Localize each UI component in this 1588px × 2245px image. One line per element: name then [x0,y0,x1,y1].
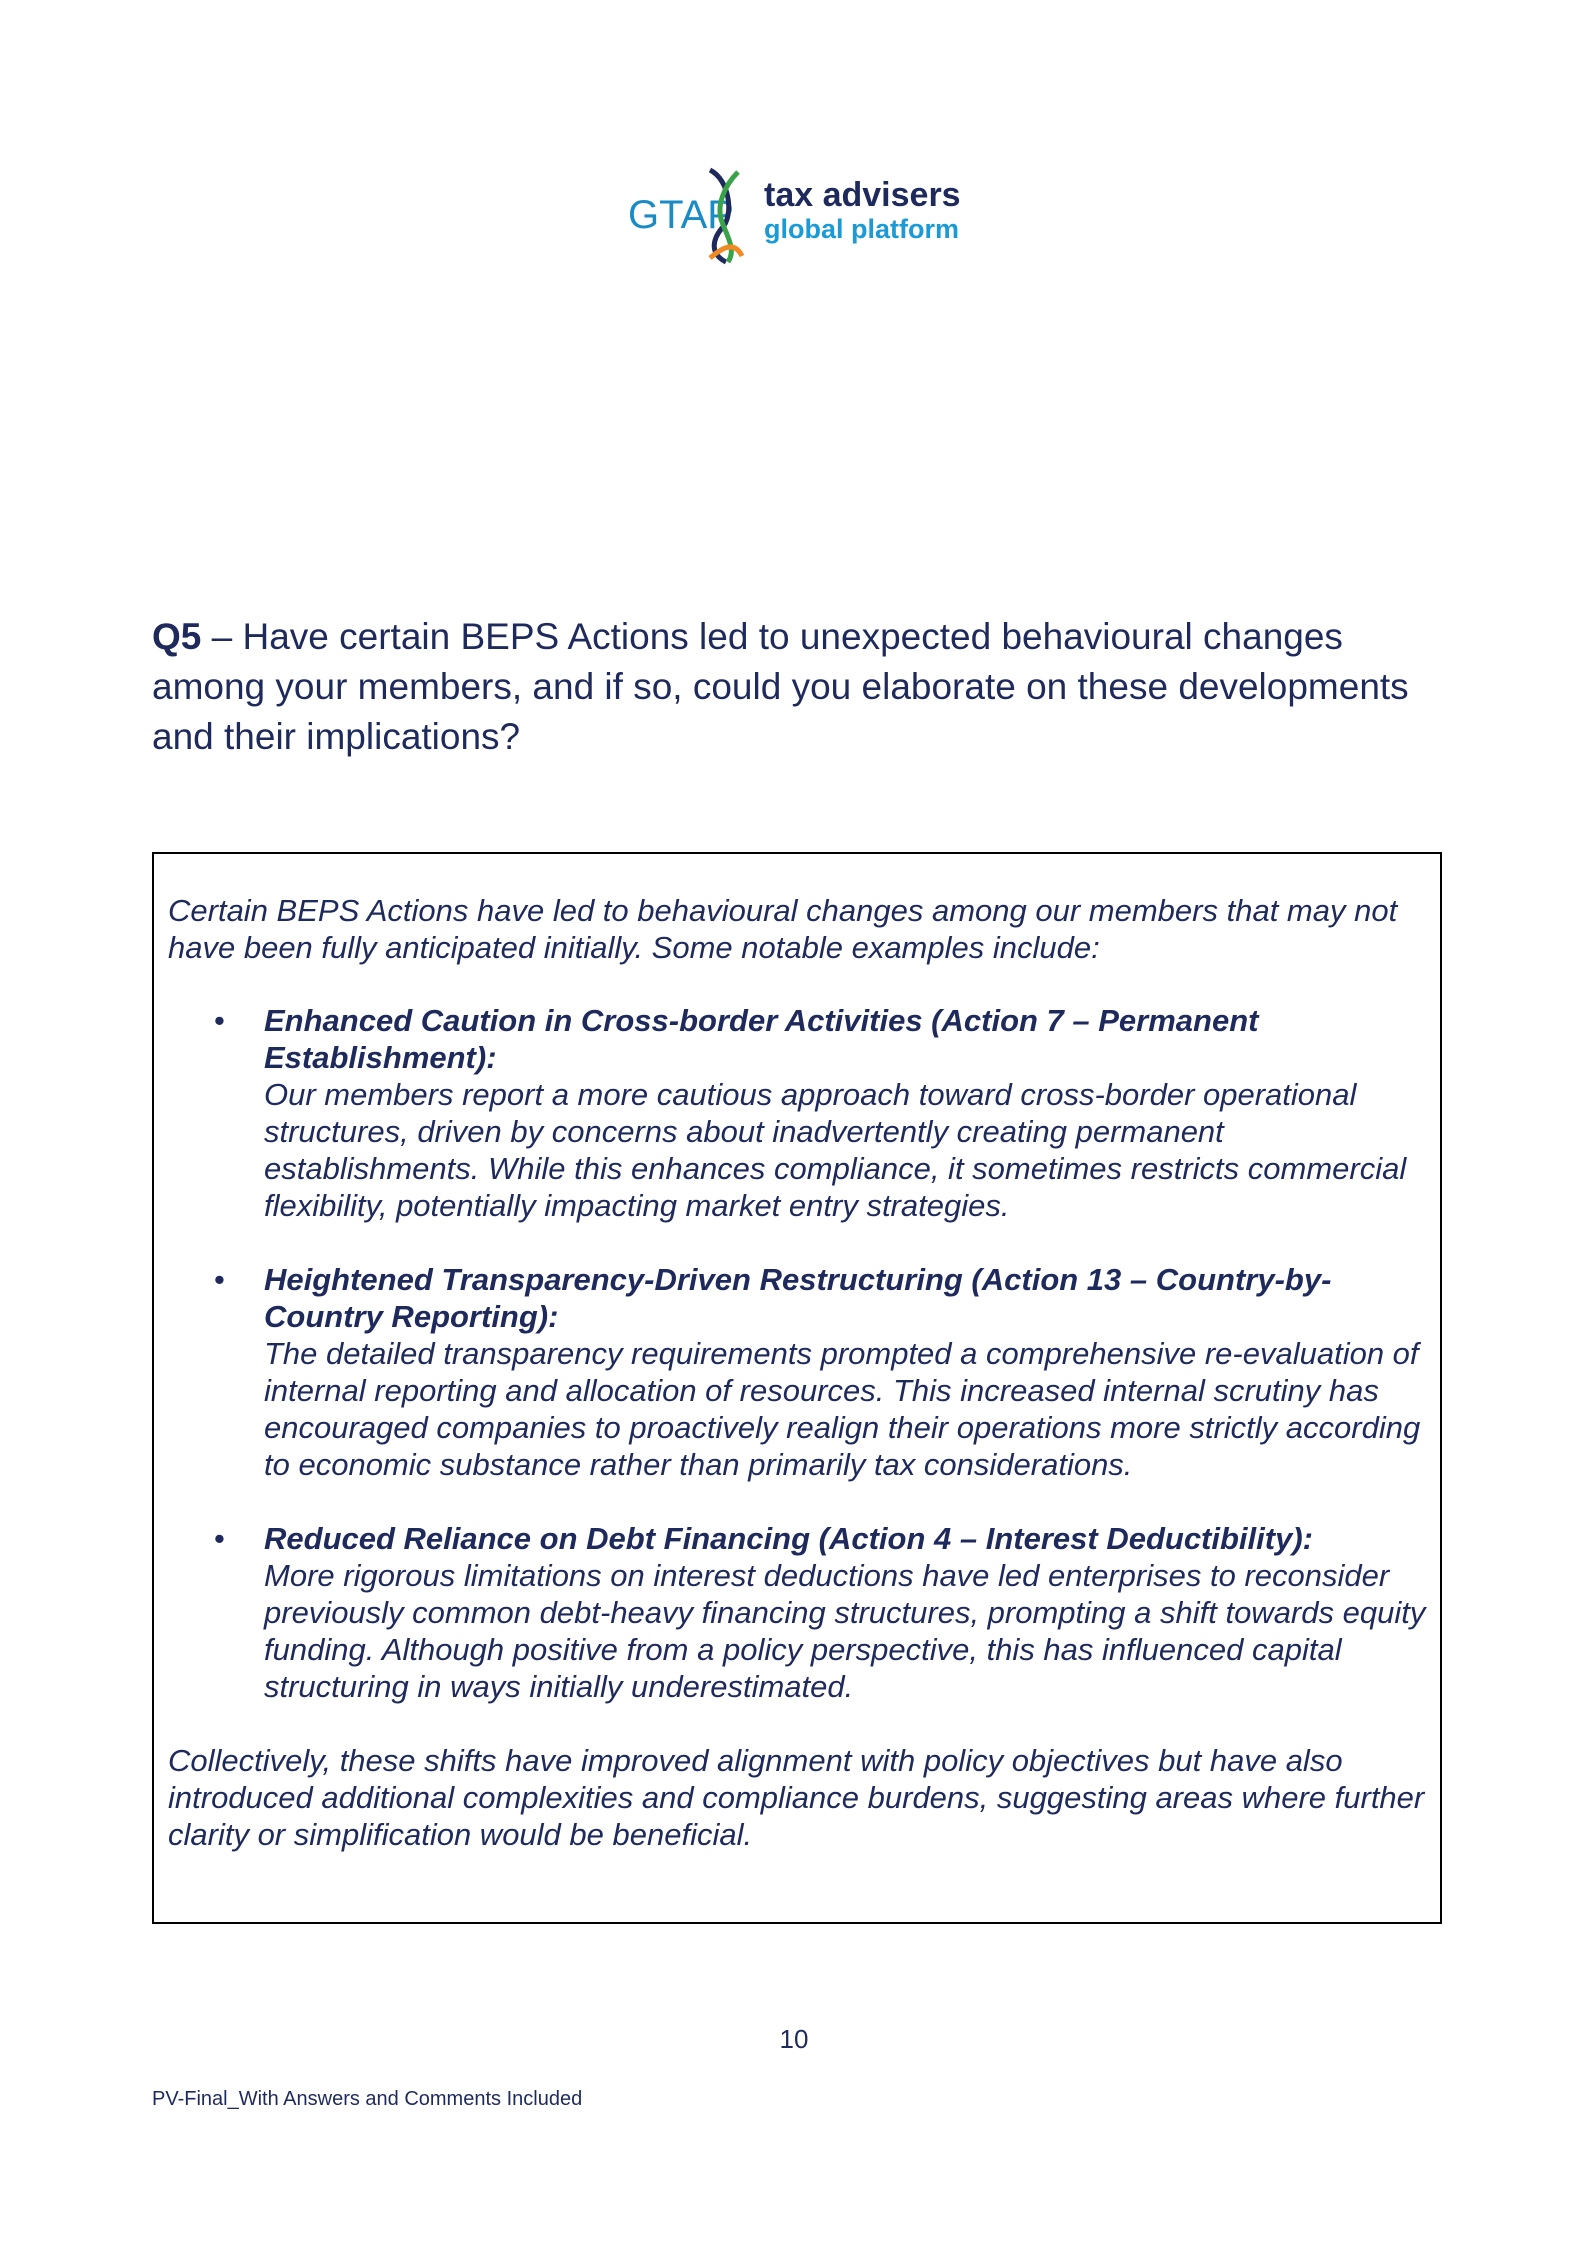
bullet-dot: • [214,1003,225,1038]
gtap-logo [626,166,966,266]
logo-mark-text: GTAP [628,193,734,237]
bullet-heading: Enhanced Caution in Cross-border Activities (Action 7 – Permanent Establishment): [264,1003,1259,1075]
bullet-item [168,1520,1426,1705]
question-text: – Have certain BEPS Actions led to unexpected behavioural changes among your members, and if so, could you elaborate on these developments and their implications? [152,616,1409,757]
logo-line-2: global platform [764,214,959,244]
bullet-dot: • [214,1521,225,1556]
bullet-text: The detailed transparency requirements prompted a comprehensive re-evaluation of internal reporting and allocation of resources. This increased internal scrutiny has encouraged companies to proactively realign their operations more strictly according to economic substance rather than primarily tax considerations. [264,1336,1421,1482]
answer-bullet-list [168,1002,1426,1705]
bullet-item [168,1002,1426,1224]
answer-box [152,852,1442,1924]
footer-text: PV-Final_With Answers and Comments Included [152,2088,583,2110]
bullet-text: More rigorous limitations on interest deductions have led enterprises to reconsider previously common debt-heavy financing structures, prompting a shift towards equity funding. Although positive from a policy perspective, this has influenced capital structuring in ways initially underestimated. [264,1558,1426,1704]
bullet-heading: Reduced Reliance on Debt Financing (Action 4 – Interest Deductibility): [264,1521,1313,1556]
bullet-text: Our members report a more cautious approach toward cross-border operational structures, driven by concerns about inadvertently creating permanent establishments. While this enhances compliance, it sometimes restricts commercial flexibility, potentially impacting market entry strategies. [264,1077,1407,1223]
bullet-item [168,1261,1426,1483]
bullet-heading: Heightened Transparency-Driven Restructuring (Action 13 – Country-by-Country Reporting): [264,1262,1332,1334]
gtap-logo-graphic [626,166,966,266]
page-number: 10 [779,2024,809,2054]
answer-closing: Collectively, these shifts have improved alignment with policy objectives but have also introduced additional complexities and compliance burdens, suggesting areas where further clarity or simplification would be beneficial. [168,1743,1425,1852]
question-number: Q5 [152,616,202,657]
answer-intro: Certain BEPS Actions have led to behavioural changes among our members that may not have been fully anticipated initially. Some notable examples include: [168,893,1398,965]
bullet-dot: • [214,1262,225,1297]
question-q5 [152,612,1452,762]
logo-line-1: tax advisers [764,176,961,214]
